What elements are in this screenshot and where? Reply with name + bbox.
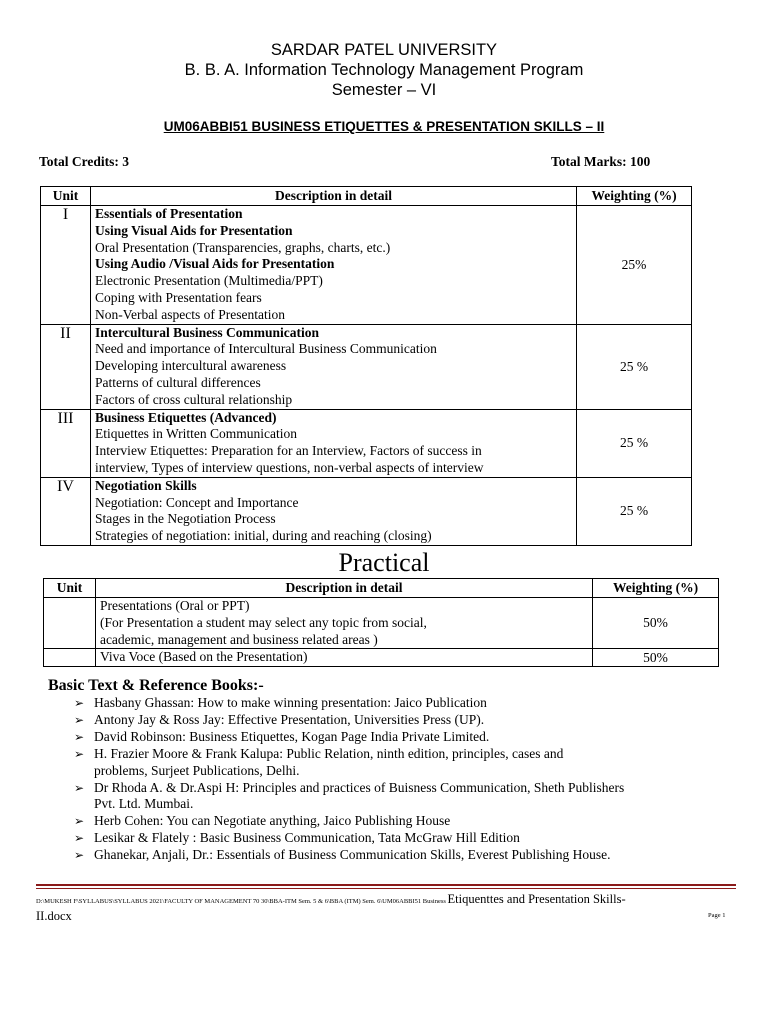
topic-heading: Using Audio /Visual Aids for Presentation xyxy=(94,256,335,272)
topic-heading: Negotiation Skills xyxy=(94,477,197,493)
table-row xyxy=(41,477,692,545)
unit-header: Unit xyxy=(44,579,96,598)
unit-cell xyxy=(44,598,96,649)
footer-rule xyxy=(36,884,736,886)
unit-cell xyxy=(44,649,96,667)
books-heading: Basic Text & Reference Books:- xyxy=(48,677,264,694)
table-row xyxy=(44,598,719,649)
arrow-bullet-icon: ➢ xyxy=(74,831,85,846)
course-title: UM06ABBI51 BUSINESS ETIQUETTES & PRESENTATION SKILLS – II xyxy=(163,119,605,134)
unit-cell: II xyxy=(41,324,91,409)
description-line: (For Presentation a student may select any topic from social, xyxy=(99,614,427,630)
weighting-cell: 25% xyxy=(577,206,692,325)
description-line: academic, management and business related areas ) xyxy=(99,631,378,647)
description-header: Description in detail xyxy=(90,187,576,206)
description-cell xyxy=(90,206,576,325)
arrow-bullet-icon: ➢ xyxy=(74,814,85,829)
total-marks: Total Marks: 100 xyxy=(551,154,651,169)
arrow-bullet-icon: ➢ xyxy=(74,729,85,744)
list-item xyxy=(74,813,734,830)
university-name: SARDAR PATEL UNIVERSITY xyxy=(270,41,498,59)
program-name: B. B. A. Information Technology Management Program xyxy=(184,61,584,79)
book-line: problems, Surjeet Publications, Delhi. xyxy=(94,762,300,778)
topic-line: Strategies of negotiation: initial, during and reaching (closing) xyxy=(94,528,432,544)
topic-line: Etiquettes in Written Communication xyxy=(94,426,298,442)
book-line: Dr Rhoda A. & Dr.Aspi H: Principles and practices of Buisness Communication, Sheth Publishers xyxy=(94,779,625,795)
book-line: David Robinson: Business Etiquettes, Kogan Page India Private Limited. xyxy=(94,728,490,744)
list-item xyxy=(74,746,734,780)
list-item xyxy=(74,729,734,746)
book-line: Lesikar & Flately : Basic Business Communication, Tata McGraw Hill Edition xyxy=(94,830,520,846)
unit-cell: I xyxy=(41,206,91,325)
book-line: Herb Cohen: You can Negotiate anything, Jaico Publishing House xyxy=(94,813,451,829)
table-header-row xyxy=(44,579,719,598)
topic-line: Stages in the Negotiation Process xyxy=(94,511,276,527)
list-item xyxy=(74,780,734,814)
topic-heading: Business Etiquettes (Advanced) xyxy=(94,409,277,425)
table-row xyxy=(44,649,719,667)
weighting-cell: 50% xyxy=(593,598,719,649)
footer-rule-thin xyxy=(36,888,736,889)
arrow-bullet-icon: ➢ xyxy=(74,746,85,761)
book-line: Antony Jay & Ross Jay: Effective Presentation, Universities Press (UP). xyxy=(94,711,485,727)
topic-heading: Essentials of Presentation xyxy=(94,206,243,221)
total-credits: Total Credits: 3 xyxy=(39,154,130,169)
weighting-cell: 25 % xyxy=(577,324,692,409)
topic-line: interview, Types of interview questions, non-verbal aspects of interview xyxy=(94,459,484,475)
file-path: D:\MUKESH F\SYLLABUS\SYLLABUS 2021\FACULTY OF MANAGEMENT 70 30\BBA-ITM Sem. 5 & 6\BBA (ITM) Sem. 6\UM06ABBI51 Business Etiquenttes and Presentation Skills- xyxy=(36,892,626,906)
unit-cell: IV xyxy=(41,477,91,545)
topic-line: Non-Verbal aspects of Presentation xyxy=(94,306,286,322)
description-line: Viva Voce (Based on the Presentation) xyxy=(99,649,308,665)
topic-line: Coping with Presentation fears xyxy=(94,289,262,305)
topic-line: Factors of cross cultural relationship xyxy=(94,391,293,407)
book-line: Pvt. Ltd. Mumbai. xyxy=(94,796,194,812)
unit-cell: III xyxy=(41,409,91,477)
book-line: H. Frazier Moore & Frank Kalupa: Public Relation, ninth edition, principles, cases and xyxy=(94,745,564,761)
table-row xyxy=(41,324,692,409)
topic-heading: Intercultural Business Communication xyxy=(94,324,319,340)
description-line: Presentations (Oral or PPT) xyxy=(99,598,250,613)
list-item xyxy=(74,847,734,864)
description-cell xyxy=(90,477,576,545)
description-cell xyxy=(95,598,592,649)
table-row xyxy=(41,206,692,325)
list-item xyxy=(74,830,734,847)
arrow-bullet-icon: ➢ xyxy=(74,712,85,727)
description-header: Description in detail xyxy=(95,579,592,598)
table-row xyxy=(41,409,692,477)
topic-line: Interview Etiquettes: Preparation for an Interview, Factors of success in xyxy=(94,443,482,459)
topic-line: Developing intercultural awareness xyxy=(94,358,287,374)
book-line: Hasbany Ghassan: How to make winning presentation: Jaico Publication xyxy=(94,695,487,710)
weighting-cell: 25 % xyxy=(577,477,692,545)
practical-table xyxy=(43,578,719,667)
unit-header: Unit xyxy=(41,187,91,206)
weighting-header: Weighting (%) xyxy=(577,187,692,206)
books-list xyxy=(74,695,734,864)
topic-line: Patterns of cultural differences xyxy=(94,374,261,390)
weighting-cell: 25 % xyxy=(577,409,692,477)
description-cell xyxy=(95,649,592,667)
arrow-bullet-icon: ➢ xyxy=(74,696,85,710)
arrow-bullet-icon: ➢ xyxy=(74,780,85,795)
topic-heading: Using Visual Aids for Presentation xyxy=(94,222,293,238)
list-item xyxy=(74,695,734,712)
theory-table xyxy=(40,186,692,546)
semester-label: Semester – VI xyxy=(331,81,437,99)
description-cell xyxy=(90,324,576,409)
topic-line: Need and importance of Intercultural Business Communication xyxy=(94,341,437,357)
book-line: Ghanekar, Anjali, Dr.: Essentials of Business Communication Skills, Everest Publishing House. xyxy=(94,847,611,863)
topic-line: Oral Presentation (Transparencies, graphs, charts, etc.) xyxy=(94,239,391,255)
list-item xyxy=(74,712,734,729)
arrow-bullet-icon: ➢ xyxy=(74,848,85,863)
table-header-row xyxy=(41,187,692,206)
file-path-end: II.docx xyxy=(36,909,72,923)
weighting-cell: 50% xyxy=(593,649,719,667)
description-cell xyxy=(90,409,576,477)
page-number: Page 1 xyxy=(708,912,726,919)
topic-line: Negotiation: Concept and Importance xyxy=(94,494,299,510)
topic-line: Electronic Presentation (Multimedia/PPT) xyxy=(94,273,323,289)
weighting-header: Weighting (%) xyxy=(593,579,719,598)
practical-heading: Practical xyxy=(338,548,430,577)
